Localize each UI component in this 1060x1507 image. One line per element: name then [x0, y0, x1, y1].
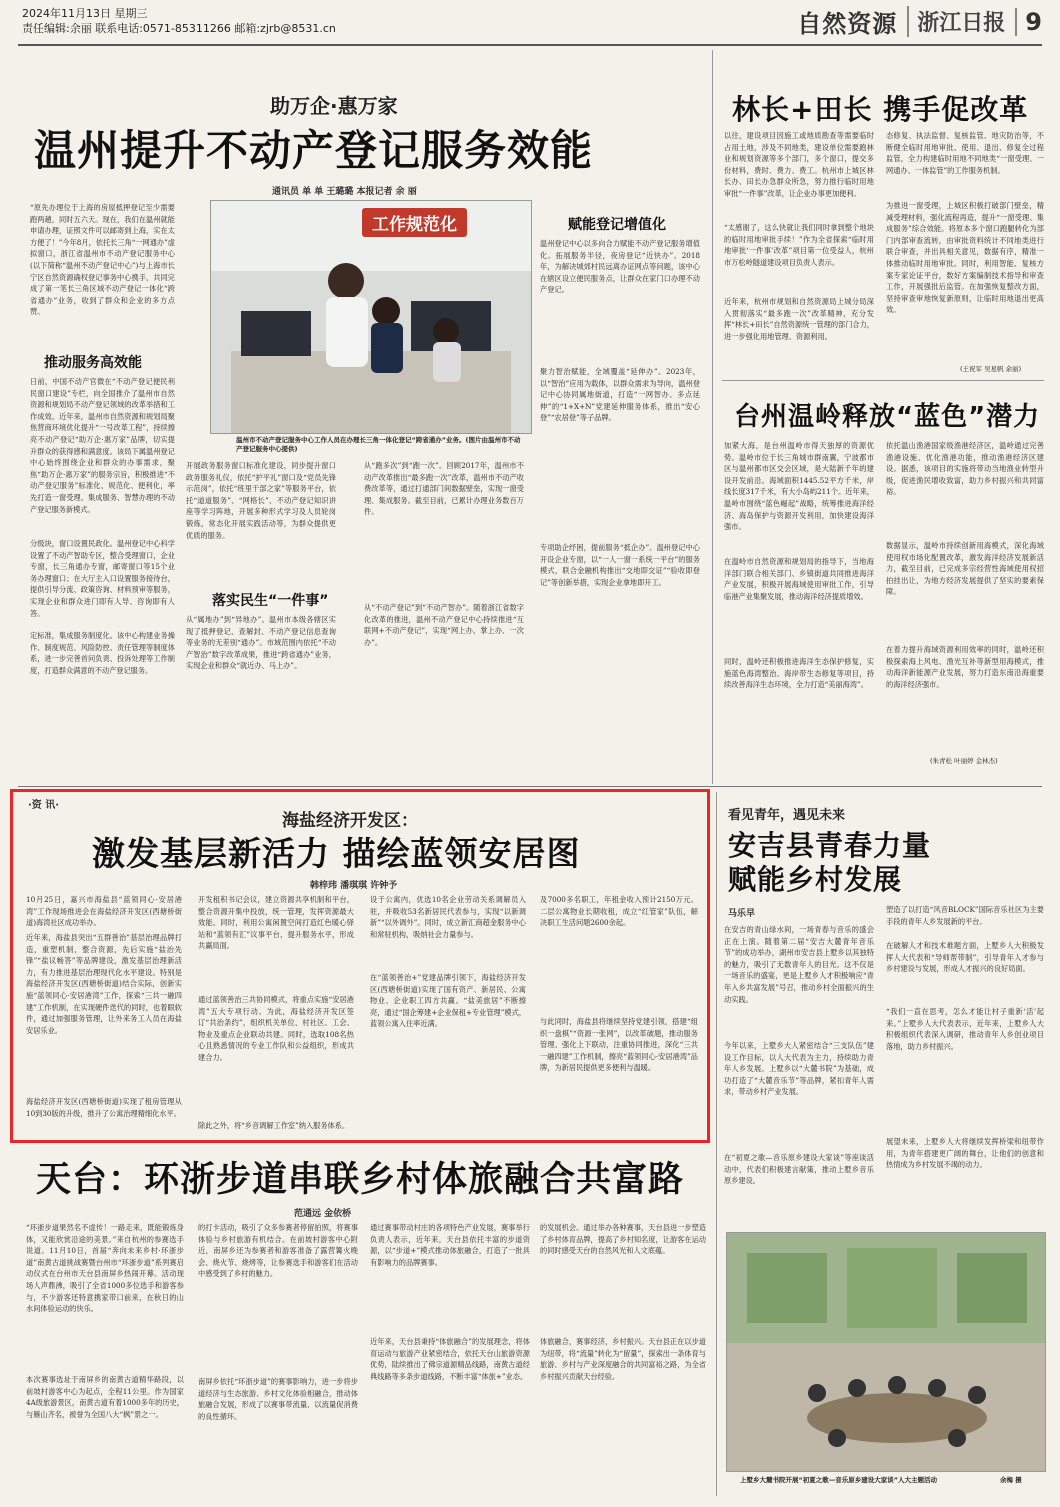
story3-col2-body2: 在着力提升海域资源利用效率的同时，温岭还积极探索海上风电、渔光互补等新型用海模式，推动海洋新能源产业发展，努力打造东南沿海重要的海洋经济强市。	[886, 645, 1044, 689]
story1-col4: 温州登记中心以多向合力赋能不动产登记服务增值化。拓展服务半径，夜房登记“近快办”。2018年，为解决城郊村民远离办证网点等问题，该中心在辖区设立便民服务点，让群众在家门口办理不动产登记。	[540, 239, 700, 295]
story2-col1-body: “太感谢了，这么快就让我们同时拿到整个地块的临时用地审批手续！”作为全省探索“临时用地审批‘一件事’改革”项目第一位受益人，杭州市万松岭隧道建设项目负责人表示。	[724, 223, 874, 267]
story1-col1-intro: “原先办理位于上海的房屋抵押登记至少需要跑两趟，同时五六天。现在，我们在温州就能申请办理，证照文件可以邮寄到上海，实在太方便了！”今年8月，依托长三角“一网通办”虚拟窗口，浙江省温州市不动产登记服务中心(以下简称“温州不动产登记中心”)与上海市长宁区自然资源确权登记事务中心携手，共同完成了第一笔长三角区域不动产登记一体化“跨省通办”业务，收到了群众和企业的多方点赞。	[30, 203, 175, 317]
story6-col1: “环浙步道果然名不虚传！一路走来，既能锻炼身体，又能欣赏沿途的美景。”来自杭州的参赛选手说道。11月10日，首届“奔向未来乡村·环浙步道”南黄古道挑战赛暨台州市“环浙步道”系列赛启动仪式在台州市天台县南屏乡热闹开幕。活动现场人声鼎沸，吸引了全省1000多位选手和游客参与，不少游客还特意携家带口前来，在秋日的山水间体验运动的快乐。	[26, 1223, 184, 1314]
story1-col2-body: 从“属地办”到“异地办”。温州市本级各辖区实现了抵押登记、查解封、不动产登记信息查询等业务的无差别“通办”。市域范围内依托“不动产智治”数字改革成果，推进“跨省通办”业务，实现企业和群众“就近办、马上办”。	[186, 615, 336, 671]
story4-col3-body: 在“蓝领善治+”党建品牌引领下，海盐经济开发区(西塘桥街道)实现了国有资产、新居民、公寓物业、企业职工四方共赢。“盐美旅居”不断擦亮，通过“国企筹建+企业保租+专业管理”模式，蓝领公寓入住率近满。	[370, 973, 526, 1029]
story4-col2: 开发租积书记会议，建立资源共享机制和平台，整合资源开集中投放，统一管理，发挥资源最大效能。同时，利用公寓闲置空间打造红色暖心驿站和“蓝领有汇”议事平台，提升服务水平，形成共赢局面。	[198, 895, 354, 951]
story1-title: 温州提升不动产登记服务效能	[34, 126, 594, 175]
story3-col1-body2: 同时，温岭还积极推进海洋生态保护修复，实施蓝色海湾整治、海岸带生态修复等项目，持续改善海洋生态环境，全力打造“美丽海湾”。	[724, 657, 874, 690]
story1-photo-caption: 温州市不动产登记服务中心工作人员在办理长三角一体化登记“跨省通办”业务。(图片由温州市不动产登记服务中心提供)	[236, 436, 521, 453]
story1-col4-body: 聚力智治赋能，全域覆盖“延伸办”。2023年，以“智治”应用为载体，以群众需求为导向，温州登记中心协同属地街道，打造“一网智办、多点延伸”的“1+X+N”党建延伸服务体系，推出“安心登”“农居登”等子品牌。	[540, 367, 700, 423]
meeting-room-illustration	[727, 1233, 1045, 1471]
story6-title: 天台：环浙步道串联乡村体旅融合共富路	[36, 1160, 685, 1200]
page-number: 9	[1015, 8, 1042, 36]
story2-col2-body: 为推进一窗受理，上城区积极打破部门壁垒，精减受理材料，强化流程再造，提升“一窗受理、集成服务”综合效能。将原本多个窗口跑腿转化为部门内部审查流转，由审批资料统计不同地类进行联合审查，并出具相关意见，数据有序，精准一体推动临时用地审批。同时，利用智能、复核方案专家论证平台，数好方案编制技术指导和审查工作，开展强批后监管。在加强恢复整改方面，坚持审查审地恢复新原则，让临时用地退出更高效。	[886, 201, 1044, 315]
section-name: 自然资源	[797, 10, 898, 38]
story4-col3: 设于公寓内，优选10名企业劳动关系调解员入驻，并吸收53名新居民代表参与，实现“以新调新”“以外调外”。同时，成立新汇商超金服务中心和常驻机构，吸纳社会力量参与。	[370, 895, 526, 939]
mid-rule	[18, 786, 1042, 787]
story4-col4: 及7000多名职工，年租金收入预计2150万元。二层公寓物业长期收租，成立“红管家”队伍，解决职工生活问题2600余起。	[540, 895, 698, 928]
story1-badge: 工作规范化	[362, 208, 467, 237]
story3-title: 台州温岭释放“蓝色”潜力	[734, 402, 1041, 432]
story2-author: (王祝军 吴星帆 余丽)	[960, 365, 1022, 373]
story1-col2: 开展政务服务窗口标准化建设，同步提升窗口政务服务礼仪，依托“护平礼”窗口及“党员先锋示范岗”，依托“班里干部之家”等服务平台，依托“道道服务”、“网格长”、不动产登记知识讲座等学习阵地，开展多种形式学习及人员轮岗锻炼，常态化开展实践活动等，为群众提供更优质的服务。	[186, 461, 336, 540]
story1-col3-body: 从“不动产登记”到“不动产智办”。随着浙江省数字化改革的推进，温州不动产登记中心持续推进“互联网+不动产登记”，实现“网上办、掌上办、一次办”。	[364, 603, 524, 647]
story5-byline: 马乐早	[728, 909, 756, 919]
story1-subhead2: 落实民生“一件事”	[212, 593, 329, 609]
masthead-meta	[22, 6, 336, 36]
story1-col3: 从“跑多次”到“跑一次”。回顾2017年，温州市不动产改革推出“最多跑一次”改革，温州市不动产收费改革等，通过打通部门间数据壁垒，实现一窗受理、集成服务。截至目前，已累计办理业务数百万件。	[364, 461, 524, 517]
story3-col1-body: 在温岭市自然资源和规划局的指导下，当地海洋部门联合相关部门、乡镇街道共同推进海洋产业发展，积极开展海域使用审批工作，引导临港产业集聚发展，推动海洋经济提质增效。	[724, 557, 874, 601]
story2-col1: 以往，建设项目因施工或地质勘查等需要临时占用土地，涉及不同地类，建设单位需要跑林业和规划资源等多个部门，多个窗口，提交多份材料，费时、费力、费工。杭州市上城区林长办、田长办急群众所急，努力推行临时用地审批“一件事”改革，让企业办事更加便利。	[724, 131, 874, 198]
story5-col2-body3: 展望未来，上墅乡人大将继续发挥桥梁和纽带作用，为青年搭建更广阔的舞台，让他们的创意和热情成为乡村发展不竭的动力。	[886, 1137, 1044, 1170]
story4-col1-body: 近年来，海盐县突出“五群善治”基层治理品牌打造，重塑机制，整合资源，先后实施“盐治先锋”“盐议畅答”等品牌建设，激发基层治理新活力，有力推进基层治理现代化水平建设。特别是海盐经济开发区(西塘桥街道)结合实际，创新实施“蓝领同心·安居港湾”工作，探索“三共一融四建”工作机制，在实现硬件迭代的同时，也着眼软件，通过加强服务管理，让外来务工人员在海盐安居乐业。	[26, 933, 182, 1035]
story6-col3: 通过赛事带动村庄的各项特色产业发展，赛事举行负责人表示，近年来，天台县依托丰富的步道资源，以“步道+”模式推动体旅融合，打造了一批具有影响力的品牌赛事。	[370, 1223, 530, 1267]
story5-kicker: 看见青年，遇见未来	[728, 808, 846, 823]
story5-col1-body2: 在“初夏之歌—音乐原乡建设大家谈”等座谈活动中，代表们积极建言献策，推动上墅乡音乐原乡建设。	[724, 1153, 874, 1186]
story4-byline: 韩梓玮 潘琪琪 许钟予	[310, 881, 398, 891]
story6-col3-body: 近年来，天台县秉持“体旅融合”的发展理念，将体育运动与旅游产业紧密结合，依托天台山旅游资源优势，陆续推出了佛宗道源精品线路，南黄古道经典线路等多条步道线路，不断丰富“体旅+”业态。	[370, 1337, 530, 1381]
story3-col2: 依托温山渔港国家级渔港经济区，温岭通过完善渔港设施、优化渔港功能，推动渔港经济区建设。据悉，该项目的实施将带动当地渔业转型升级，促进渔民增收致富，助力乡村振兴和共同富裕。	[886, 441, 1044, 497]
story4-title: 激发基层新活力 描绘蓝领安居图	[92, 834, 581, 873]
story1-col1-body3: 定标准，集成服务制度化。该中心构建业务操作、制度规范、风险防控、责任管理等制度体系，进一步完善首问负责、投诉处理等工作制度，打造群众满意的不动产登记服务。	[30, 631, 175, 675]
story3-col1: 加紧大海，是台州温岭市得天独厚的资源优势。温岭市位于长三角城市群南翼，宁波都市区与温州都市区交会区域，是大陆新千年的建设开发前沿。海域面积1445.52平方千米，岸线长度317千米，有大小岛屿211个。近年来，温岭市围绕“蓝色崛起”战略，统筹推进海洋经济、海岛保护与资源开发利用，加快建设海洋强市。	[724, 441, 874, 532]
issue-date: 2024年11月13日 星期三	[22, 7, 148, 20]
story3-col2-body: 数据显示，温岭市持续创新用海模式，深化海域使用权市场化配置改革，激发海洋经济发展新活力，截至目前，已完成多宗经营性海域使用权招拍挂出让，为地方经济发展提供了坚实的要素保障。	[886, 541, 1044, 597]
header-rule	[18, 44, 1042, 46]
story6-col2: 的打卡活动，吸引了众多参赛者停留拍照，将赛事体验与乡村旅游有机结合。在前坡村游客中心附近，南屏乡还为参赛者和游客准备了露营篝火晚会、烧火节、烧烤等，让参赛选手和游客们在活动中感受到了乡村的魅力。	[198, 1223, 358, 1279]
story5-photo	[726, 1232, 1046, 1472]
story5-col2-body2: “我们一直在思考，怎么才能让村子重新‘活’起来。”上墅乡人大代表表示，近年来，上墅乡人大积极组织代表深入调研，推动青年人乡创业项目落地，助力乡村振兴。	[886, 1007, 1044, 1051]
story4-col2-body2: 除此之外，将“乡音调解工作室”纳入服务体系。	[198, 1121, 350, 1130]
column-divider	[712, 50, 713, 784]
editor-contact: 责任编辑:余丽 联系电话:0571-85311266 邮箱:zjrb@8531.cn	[22, 22, 336, 35]
story5-col2-body: 在破解人才和技术难题方面，上墅乡人大积极发挥人大代表和“导师帮带制”，引导青年人才参与乡村建设与发展，形成人才振兴的良好局面。	[886, 941, 1044, 974]
story2-divider	[722, 380, 1044, 381]
story3-author: (朱青松 叶丽婷 金林杰)	[930, 757, 998, 765]
story1-byline: 通讯员 单 单 王璐璐 本报记者 余 丽	[272, 187, 417, 197]
story5-photo-credit: 余梅 摄	[1000, 1476, 1022, 1484]
story6-col1-body: 本次赛事选址于南屏乡的南黄古道精华路段，以前坡村游客中心为起点，全程11公里。作为国家4A级旅游景区，南黄古道有着1000多年的历史，与雁山齐名，被誉为全国八大“枫”景之一。	[26, 1375, 184, 1419]
story4-label: ·资 讯·	[28, 800, 60, 811]
story2-title: 林长+田长 携手促改革	[732, 93, 1029, 126]
story5-col1: 在安吉的青山绿水间，一场青春与音乐的盛会正在上演。随着第二届“安吉大麓青年音乐节”的成功举办，湖州市安吉县上墅乡以其独特的魅力，吸引了无数青年人的目光。这不仅是一场音乐的盛宴，更是上墅乡人才积极响应“青年入乡共富发展”号召，推动乡村全面振兴的生动实践。	[724, 925, 874, 1004]
story1-subhead1: 推动服务高效能	[44, 355, 142, 371]
story4-col4-body: 与此同时，海盐县将继续坚持党建引领，搭建“组织一盘棋”“资源一张网”，以改革破题，推动服务管理、强化上下联动，注重协同推进，深化“三共一融四建”工作机制，擦亮“蓝领同心·安居港湾”品牌，为新居民提供更多便利与温暖。	[540, 1017, 698, 1073]
story1-col1-body2: 分级块，窗口设置民政化。温州登记中心科学设置了不动产智助专区，整合受理窗口，企业专窗，长三角通办专窗，邮寄窗口等15个业务办理窗口；在大厅主入口设置服务接待台，提供引导分流、政策咨询、材料预审等服务，实现企业和群众进门即有人导、咨询即有人答。	[30, 539, 175, 618]
story6-byline: 范通远 金依桥	[294, 1209, 352, 1219]
column-divider-2	[716, 792, 717, 1496]
story5-title-line2: 赋能乡村发展	[728, 863, 903, 896]
story2-col1-body2: 近年来，杭州市规划和自然资源局上城分局深入贯彻落实“最多跑一次”改革精神，充分发挥“林长+田长”自然资源统一管理的部门合力，进一步强化用地管理、资源利用。	[724, 297, 874, 341]
story1-subhead3: 赋能登记增值化	[568, 217, 666, 233]
story6-col2-body: 南屏乡依托“环浙步道”的赛事影响力，进一步将步道经济与生态旅游、乡村文化体验相融合，推动体旅融合发展，形成了以赛事带流量、以流量促消费的良性循环。	[198, 1377, 358, 1421]
story5-photo-caption: 上墅乡大麓书院开展“初夏之歌—音乐原乡建设大家谈”人大主题活动	[740, 1476, 938, 1484]
paper-logo: 浙江日报	[907, 6, 1005, 37]
story4-col2-body: 通过蓝领善治三共协同模式，将重点实施“安居港湾”五大专项行动。为此，海盐经济开发区签订“共治条约”，组织机关单位、村社区、工会、物业及重点企业联动共建。同时，选取108名热心且熟悉情况的专业工作队和公益组织，形成共建合力。	[198, 995, 354, 1062]
story1-col4-body2: 专项助企纾困，提前服务“抵企办”。温州登记中心开设企业专窗，以“一人一窗一系统一平台”的服务模式，联合金融机构推出“交地即交证”“验收即登记”等创新举措，实现企业拿地即开工。	[540, 543, 700, 587]
story5-col1-body: 今年以来，上墅乡大人紧密结合“三支队伍”建设工作目标，以人大代表为主力，持续助力青年人乡发展。上墅乡以“大麓书院”为基础，成功打造了“大麓音乐节”等品牌，紧扣青年人需求，带动乡村产业发展。	[724, 1041, 874, 1097]
story5-title-line1: 安吉县青春力量	[728, 829, 932, 862]
masthead	[797, 4, 1042, 39]
story4-col1: 10月25日，嘉兴市海盐县“蓝领同心·安居港湾”工作现场推进会在海盐经济开发区(西塘桥街道)海湾社区成功举办。	[26, 895, 182, 928]
story4-col1-body2: 海盐经济开发区(西塘桥街道)实现了租房管理从10到30版的升级，推升了公寓治理精细化水平。	[26, 1097, 182, 1118]
story1-col1-body: 日前，中国不动产官微在“不动产登记便民利民窗口建设”专栏，向全国推介了温州市自然资源和规划局不动产登记领域的改革举措和工作成效。近年来，温州市自然资源和规划局聚焦营商环境优化提升“一号改革工程”，持续擦亮不动产登记“助万企·惠万家”品牌，切实提升群众的获得感和满意度。该局下属温州登记中心始终围绕企业和群众的办事需求，聚焦“助万企·惠万家”的服务宗旨，积极推进“不动产登记服务”标准化、规范化、便利化，率先打造一窗受理、集成服务、智慧办理的不动产登记服务新模式。	[30, 377, 175, 514]
story2-col2: 态修复、执法监督、复核监管、地灾防治等，不断健全临时用地审批、使用、退出、修复全过程监管，全力构建临时用地不同地类“一窗受理、一网通办、一体监管”的工作服务机制。	[886, 131, 1044, 175]
story5-col2: 塑造了以打造“风音BLOCK”国际音乐社区为主要手段的青年人乡发展新的平台。	[886, 905, 1044, 926]
story1-kicker: 助万企·惠万家	[270, 94, 398, 118]
story6-col4-body: 体旅融合，赛事经济，乡村振兴。天台县正在以步道为纽带，将“流量”转化为“留量”，探索出一条体育与旅游、乡村与产业深度融合的共同富裕之路，为全省乡村振兴贡献天台经验。	[540, 1337, 706, 1381]
story6-col4: 的发展机会。通过举办各种赛事，天台县进一步塑造了乡村体育品牌，提高了乡村知名度，让游客在运动的同时感受天台的自然风光和人文底蕴。	[540, 1223, 706, 1256]
story4-kicker: 海盐经济开发区：	[282, 811, 418, 831]
